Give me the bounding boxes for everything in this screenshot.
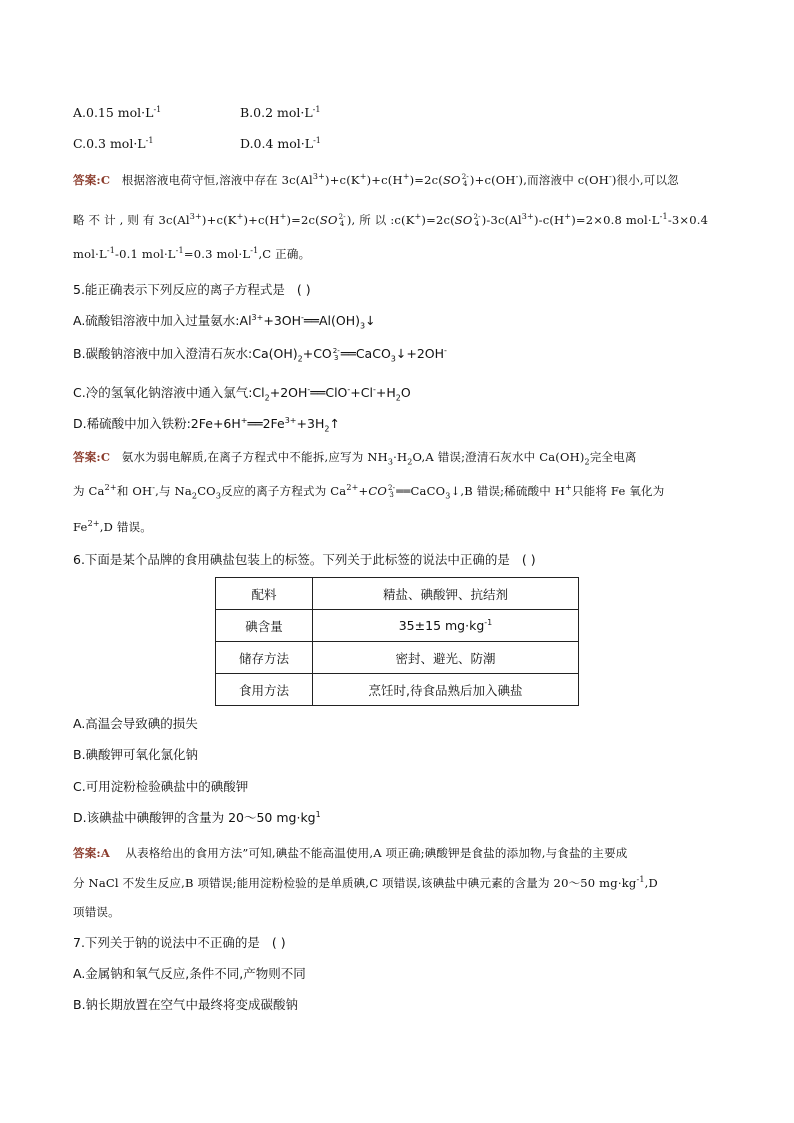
answer-label: 答案:C <box>73 173 111 187</box>
q6-option-c: C.可用淀粉检验碘盐中的碘酸钾 <box>73 779 249 794</box>
answer-label: 答案:C <box>73 450 111 464</box>
table-cell-key: 配料 <box>216 578 313 610</box>
q4-option-a: A.0.15 $mol\cdot L^{-1}$ <box>73 104 162 120</box>
q4-option-c: C.0.3 $mol\cdot L^{-1}$ <box>73 135 154 151</box>
table-cell-value: 烹饪时,待食品熟后加入碘盐 <box>313 674 579 706</box>
table-cell-key: 食用方法 <box>216 674 313 706</box>
q7-stem: 7.下列关于钠的说法中不正确的是 ( ) <box>73 935 286 950</box>
q6-option-d: D.该碘盐中碘酸钾的含量为 20～50 $mg\cdot kg^1$ <box>73 809 321 825</box>
table-cell-value: 密封、避光、防潮 <box>313 642 579 674</box>
q4-answer-line-2: 略 不 计 , 则 有 $3c(Al^{3+})+c(K^+)+c(H^+)=2c(SO$ 2- 4 ), 所 以 :c(K+)=2c(SO 2- 4 )$-3c(Al^{3+})-c(H^+)=2\times 0.8$ $mol\cdot L^{-1}-3\times 0.4$ <box>73 212 709 228</box>
q5-option-c: C.冷的氢氧化钠溶液中通入氯气$:Cl_2+2OH^-══ClO^-+Cl^-+H_2O$ <box>73 384 411 403</box>
q6-answer-line-3: 项错误。 <box>73 905 120 919</box>
q4-answer-line-1: 答案:C 根据溶液电荷守恒,溶液中存在 $3c(Al^{3+})+c(K^+)+c(H^+)=2c(SO$ 2- 4 )+c(OH-),而溶液中 c(OH-)很小,可以忽 <box>73 172 679 188</box>
q4-option-d: D.0.4 $mol\cdot L^{-1}$ <box>240 135 321 151</box>
q5-option-b: B.碳酸钠溶液中加入澄清石灰水$:Ca(OH)_2+CO$ 2- 3 ══CaCO$_3$↓+2OH- <box>73 345 447 364</box>
table-cell-key: 储存方法 <box>216 642 313 674</box>
salt-label-table <box>215 577 579 706</box>
q4-answer-line-3: $mol\cdot L^{-1}-0.1$ $mol\cdot L^{-1}=0.3$ $mol\cdot L^{-1},C$ 正确。 <box>73 246 311 261</box>
table-row <box>216 578 579 610</box>
q5-option-d: D.稀硫酸中加入铁粉$:2Fe+6H^+══2Fe^{3+}+3H_2↑$ <box>73 415 340 434</box>
answer-label: 答案:A <box>73 846 110 860</box>
table-cell-value: 35±15 $mg\cdot kg^{-1}$ <box>313 610 579 642</box>
q6-answer-line-1: 答案:A 从表格给出的食用方法”可知,碘盐不能高温使用,A 项正确;碘酸钾是食盐的添加物,与食盐的主要成 <box>73 846 628 860</box>
q5-answer-line-3: $Fe^{2+},D$ 错误。 <box>73 519 152 534</box>
q6-answer-line-2: 分 NaCl 不发生反应,B 项错误;能用淀粉检验的是单质碘,C 项错误,该碘盐中碘元素的含量为 20～50 $mg\cdot kg^{-1},D$ <box>73 875 658 890</box>
table-row <box>216 642 579 674</box>
table-row <box>216 674 579 706</box>
q5-answer-line-1: 答案:C 氨水为弱电解质,在离子方程式中不能拆,应写为 $NH_3\cdot H_2O,A$ 错误;澄清石灰水中 $Ca(OH)_2$完全电离 <box>73 450 637 467</box>
table-cell-key: 碘含量 <box>216 610 313 642</box>
q5-answer-line-2: 为 $Ca^{2+}$和 OH-,与 $Na_2CO_3$反应的离子方程式为 $Ca^{2+}+CO$ 2- 3 ══CaCO$_3$↓,B 错误;稀硫酸中 H+只能将 Fe 氧化为 <box>73 483 665 501</box>
q7-option-b: B.钠长期放置在空气中最终将变成碳酸钠 <box>73 997 299 1012</box>
q5-option-a: A.硫酸铝溶液中加入过量氨水$:Al^{3+}+3OH^-══Al(OH)_3↓$ <box>73 312 376 331</box>
table-cell-value: 精盐、碘酸钾、抗结剂 <box>313 578 579 610</box>
q6-option-b: B.碘酸钾可氧化氯化钠 <box>73 747 199 762</box>
table-row <box>216 610 579 642</box>
q7-option-a: A.金属钠和氧气反应,条件不同,产物则不同 <box>73 966 306 981</box>
q6-stem: 6.下面是某个品牌的食用碘盐包装上的标签。下列关于此标签的说法中正确的是 ( ) <box>73 552 536 567</box>
q4-option-b: B.0.2 $mol\cdot L^{-1}$ <box>240 104 321 120</box>
q5-stem: 5.能正确表示下列反应的离子方程式是 ( ) <box>73 282 311 297</box>
q6-option-a: A.高温会导致碘的损失 <box>73 716 198 731</box>
